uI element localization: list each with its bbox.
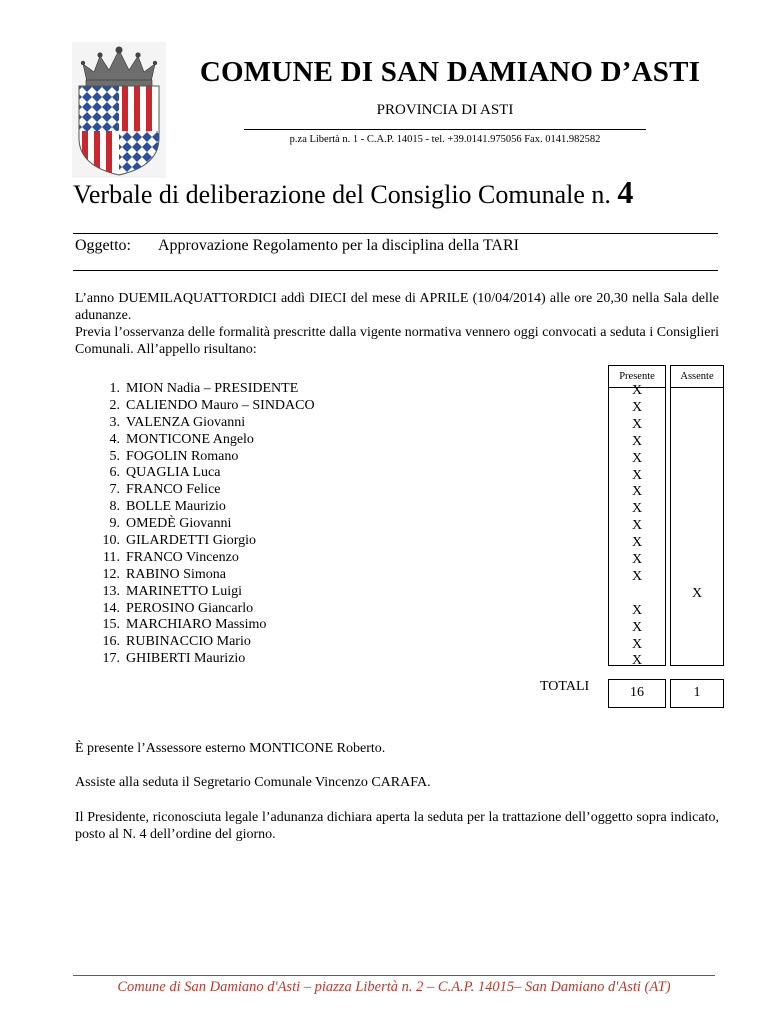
council-member-item	[96, 432, 315, 449]
absent-mark: X	[691, 585, 703, 601]
member-name: MION Nadia – PRESIDENTE	[126, 381, 299, 396]
council-member-item	[96, 415, 315, 432]
coat-of-arms-logo	[72, 42, 166, 178]
present-mark: X	[631, 383, 643, 398]
deliberation-number: 4	[617, 174, 634, 210]
council-member-item	[96, 601, 315, 618]
deliberation-heading	[73, 174, 633, 211]
council-member-item	[96, 381, 315, 398]
secretary-note: Assiste alla seduta il Segretario Comunale Vincenzo CARAFA.	[75, 775, 431, 790]
council-member-item	[96, 651, 315, 668]
present-mark: X	[631, 467, 643, 483]
member-number: 15.	[102, 617, 120, 633]
absent-column	[670, 365, 724, 666]
present-mark: X	[631, 501, 643, 517]
member-name: VALENZA Giovanni	[126, 414, 246, 430]
council-member-item	[96, 533, 315, 550]
member-number: 4.	[109, 431, 120, 447]
council-member-item	[96, 634, 315, 651]
present-mark: X	[631, 399, 643, 415]
member-number: 17.	[102, 651, 120, 667]
assessor-note: È presente l’Assessore esterno MONTICONE Roberto.	[75, 741, 386, 756]
footer-divider	[73, 975, 715, 976]
member-name: GILARDETTI Giorgio	[126, 533, 256, 549]
member-number: 7.	[109, 482, 120, 498]
municipality-title: COMUNE DI SAN DAMIANO D’ASTI	[199, 56, 701, 88]
present-column	[608, 365, 666, 669]
present-mark: X	[631, 619, 643, 635]
member-name: CALIENDO Mauro – SINDACO	[126, 397, 315, 413]
present-mark: X	[631, 552, 643, 567]
present-column-header: Presente	[619, 371, 655, 382]
subject-top-rule	[73, 233, 718, 234]
meeting-date-paragraph: L’anno DUEMILAQUATTORDICI addì DIECI del mese di APRILE (10/04/2014) alle ore 20,30 nella Sala delle adunanze.	[75, 291, 719, 323]
member-number: 16.	[102, 634, 120, 650]
present-mark: X	[631, 518, 643, 534]
member-name: OMEDÈ Giovanni	[126, 516, 232, 532]
member-number: 5.	[109, 448, 120, 464]
member-number: 2.	[109, 397, 120, 413]
member-name: MONTICONE Angelo	[126, 431, 254, 447]
attendance-table	[608, 365, 724, 708]
member-name: QUAGLIA Luca	[126, 465, 221, 481]
member-number: 13.	[102, 583, 120, 599]
member-name: FRANCO Felice	[126, 482, 221, 498]
member-number: 8.	[109, 499, 120, 515]
council-member-item	[96, 398, 315, 415]
member-name: RABINO Simona	[126, 566, 226, 582]
council-member-item	[96, 550, 315, 567]
present-mark: X	[631, 416, 643, 432]
present-mark: X	[631, 535, 643, 551]
council-members-list	[96, 381, 315, 668]
present-mark: X	[631, 450, 643, 466]
total-present: 16	[608, 679, 666, 708]
member-name: BOLLE Maurizio	[126, 499, 226, 515]
member-number: 6.	[109, 465, 120, 481]
absent-column-header: Assente	[680, 371, 714, 382]
present-mark: X	[631, 568, 643, 584]
municipality-address: p.za Libertà n. 1 - C.A.P. 14015 - tel. +39.0141.975056 Fax. 0141.982582	[289, 134, 601, 145]
subject-text: Approvazione Regolamento per la disciplina della TARI	[158, 237, 519, 254]
crest-icon	[72, 42, 166, 178]
member-number: 11.	[103, 549, 120, 565]
council-member-item	[96, 617, 315, 634]
council-member-item	[96, 516, 315, 533]
member-name: PEROSINO Giancarlo	[126, 600, 254, 616]
present-mark: X	[631, 653, 643, 669]
roll-call-paragraph: Previa l’osservanza delle formalità prescritte dalla vigente normativa vennero oggi convocati a seduta i Consiglieri Comunali. All’appello risultano:	[75, 325, 719, 357]
deliberation-heading-text: Verbale di deliberazione del Consiglio Comunale n.	[73, 180, 611, 209]
member-number: 10.	[102, 533, 120, 549]
president-statement: Il Presidente, riconosciuta legale l’adunanza dichiara aperta la seduta per la trattazione dell’oggetto sopra indicato, posto al N. 4 dell’ordine del giorno.	[75, 810, 719, 842]
present-mark: X	[631, 636, 643, 652]
present-mark: X	[631, 602, 643, 618]
council-member-item	[96, 465, 315, 482]
council-member-item	[96, 449, 315, 466]
member-number: 3.	[109, 414, 120, 430]
present-mark: X	[631, 484, 643, 500]
totals-label: TOTALI	[540, 679, 590, 694]
subject-bottom-rule	[73, 270, 718, 271]
header-divider	[244, 129, 646, 130]
total-absent: 1	[670, 679, 724, 708]
member-name: MARINETTO Luigi	[126, 583, 243, 599]
member-name: RUBINACCIO Mario	[126, 634, 251, 650]
council-member-item	[96, 499, 315, 516]
meeting-intro	[75, 290, 719, 358]
council-member-item	[96, 482, 315, 499]
member-name: MARCHIARO Massimo	[126, 617, 267, 633]
member-number: 12.	[102, 566, 120, 582]
council-member-item	[96, 567, 315, 584]
member-number: 9.	[109, 516, 120, 532]
council-member-item	[96, 584, 315, 601]
member-number: 1.	[109, 381, 120, 396]
footer-address: Comune di San Damiano d'Asti – piazza Libertà n. 2 – C.A.P. 14015– San Damiano d'Asti (AT)	[117, 979, 671, 995]
province-name: PROVINCIA DI ASTI	[376, 102, 514, 118]
member-name: FRANCO Vincenzo	[126, 549, 239, 565]
present-mark: X	[631, 433, 643, 449]
member-name: FOGOLIN Romano	[126, 448, 239, 464]
member-name: GHIBERTI Maurizio	[126, 651, 246, 667]
subject-label: Oggetto:	[75, 237, 131, 254]
member-number: 14.	[102, 600, 120, 616]
